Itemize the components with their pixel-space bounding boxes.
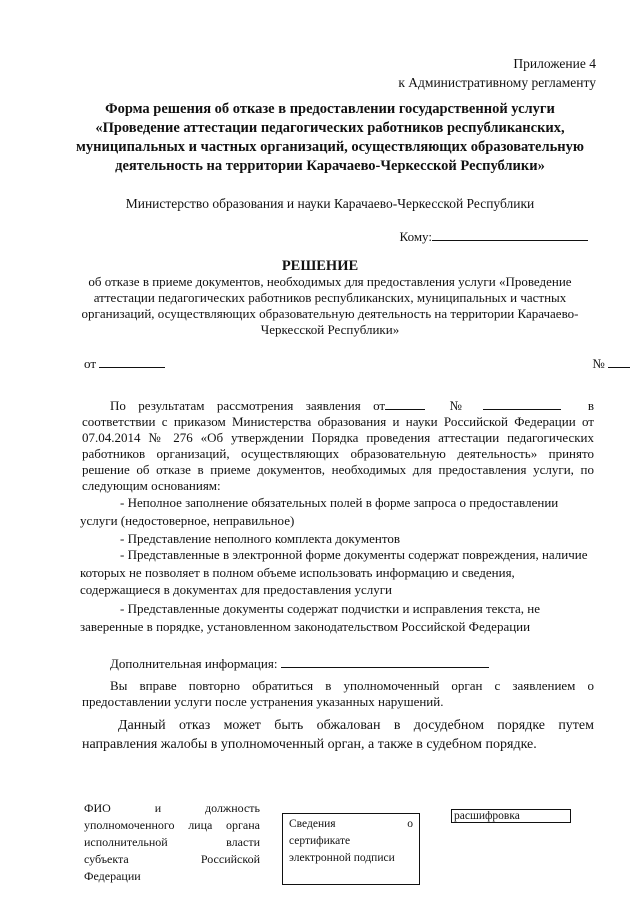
appeal-paragraph: Данный отказ может быть обжалован в досудебном порядке путем направления жалобы в уполномоченный орган, а также в судебном порядке. <box>82 718 594 752</box>
certificate-box <box>282 813 420 885</box>
reason-item <box>80 530 590 548</box>
intro-part1: По результатам рассмотрения заявления от <box>110 398 386 413</box>
signature-decode-box: расшифровка <box>451 809 571 823</box>
number-row <box>592 356 630 372</box>
certificate-word: Сведения <box>289 818 336 830</box>
reason-text: - Неполное заполнение обязательных полей в форме запроса о предоставлении услуги (недостоверное, неправильное) <box>80 495 559 528</box>
signatory-line: Федерации <box>84 869 141 883</box>
reason-text: - Представление неполного комплекта документов <box>120 531 400 546</box>
appendix-note <box>398 54 596 92</box>
certificate-line: сертификате <box>289 835 351 847</box>
recipient-label: Кому: <box>399 229 432 244</box>
additional-info-label: Дополнительная информация: <box>110 656 278 671</box>
date-row <box>84 356 165 372</box>
intro-date-blank <box>385 398 425 410</box>
signatory-line: исполнительной власти <box>84 835 260 849</box>
number-label: № <box>592 356 605 371</box>
certificate-line <box>289 816 413 833</box>
signatory-position <box>84 800 260 885</box>
ministry-name: Министерство образования и науки Карачаево-Черкесской Республики <box>125 196 535 211</box>
reason-text: - Представленные в электронной форме документы содержат повреждения, наличие которых не позволяет в полном объеме использовать информацию и сведения, содержащиеся в документах для предоставления услуги <box>80 547 588 597</box>
reason-item <box>80 546 590 599</box>
date-blank <box>99 356 165 368</box>
appendix-number: Приложение 4 <box>513 56 596 71</box>
decision-subtitle: об отказе в приеме документов, необходимых для предоставления услуги «Проведение аттестации педагогических работников республиканских, муниципальных и частных организаций, осуществляющих образовательную деятельность на территории Карачаево-Черкесской Республики» <box>81 274 579 337</box>
intro-rest: приказом Министерства образования и науки Российской Федерации от 07.04.2014 № 276 «Об утверждении Порядка проведения аттестации педагогических работников организаций, осуществляющих образовательную деятельность» принято решение об отказе в приеме документов, необходимых для предоставления услуги, по следующим основаниям: <box>82 414 594 493</box>
additional-info-row <box>110 656 489 672</box>
recipient-line <box>400 228 588 245</box>
certificate-line: электронной подписи <box>289 852 395 864</box>
signatory-line: уполномоченного лица органа <box>84 818 260 832</box>
signatory-line: субъекта Российской <box>84 852 260 866</box>
date-label: от <box>84 356 97 371</box>
signatory-line: ФИО и должность <box>84 801 260 815</box>
reason-item <box>80 494 590 529</box>
additional-info-blank <box>281 656 489 668</box>
intro-paragraph <box>82 398 594 494</box>
intro-part2: № <box>449 398 472 413</box>
intro-part3: в соответствии с <box>82 398 595 429</box>
appendix-reference: к Административному регламенту <box>398 75 596 90</box>
reapply-paragraph: Вы вправе повторно обратиться в уполномоченный орган с заявлением о предоставлении услуги после устранения указанных нарушений. <box>82 678 594 709</box>
recipient-blank <box>432 228 588 241</box>
certificate-preposition: о <box>407 818 413 830</box>
intro-number-blank <box>483 398 561 410</box>
decision-title: РЕШЕНИЕ <box>281 258 359 274</box>
reason-item <box>80 600 590 635</box>
number-blank <box>608 356 630 368</box>
reason-text: - Представленные документы содержат подчистки и исправления текста, не заверенные в порядке, установленном законодательством Российской Федерации <box>80 601 541 634</box>
form-title: Форма решения об отказе в предоставлении государственной услуги «Проведение аттестации педагогических работников республиканских, муниципальных и частных организаций, осуществляющих образовательную деятельность на территории Карачаево-Черкесской Республики» <box>76 101 584 174</box>
